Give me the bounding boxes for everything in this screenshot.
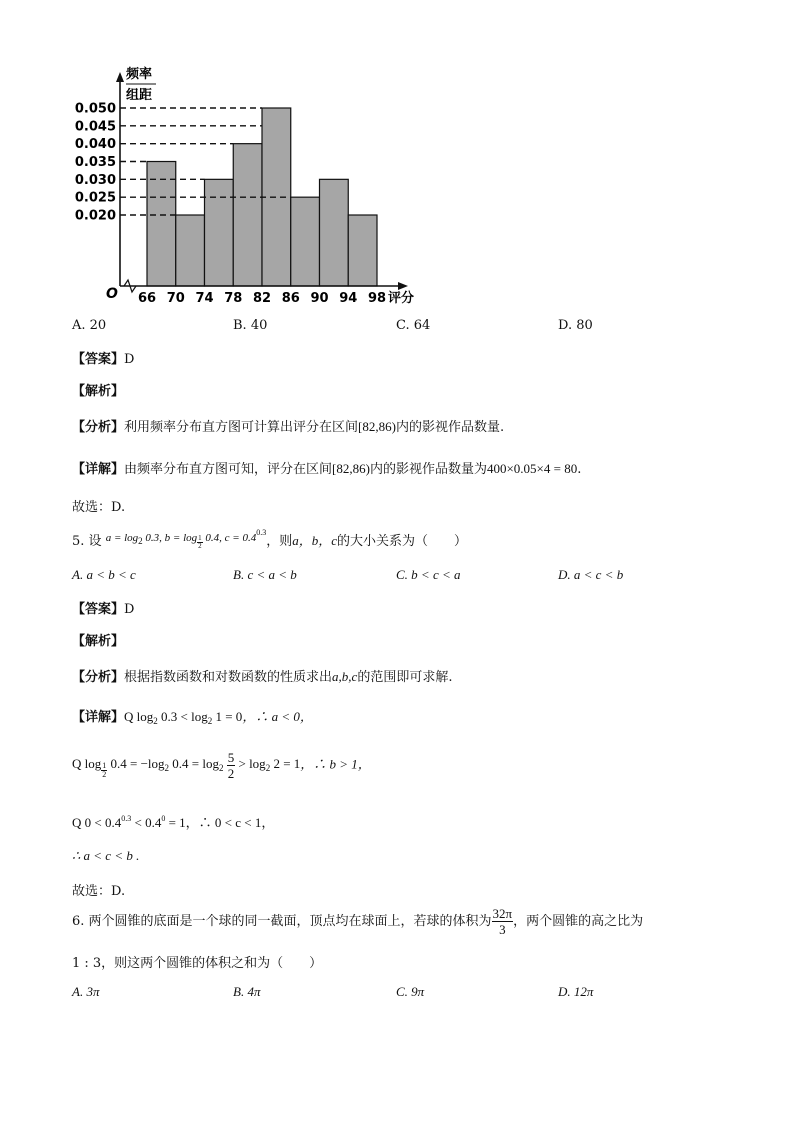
q5-xiangjie-line1	[72, 706, 313, 726]
q5-stem-end: 的大小关系为（ ）	[337, 534, 468, 549]
y-tick-label: 0.020	[74, 208, 116, 224]
conclusion-3: ，∴ 0 < c < 1，	[185, 815, 275, 830]
q6-stem-line2: 1 : 3，则这两个圆锥的体积之和为（ ）	[72, 956, 323, 971]
x-tick-label: 86	[281, 291, 300, 306]
y-tick-label: 0.030	[74, 172, 116, 188]
x-tick-label: 78	[224, 291, 243, 306]
q5-choice: 故选：D.	[72, 884, 126, 899]
conclusion-1: ，∴ a < 0，	[242, 709, 313, 724]
q4-option-d[interactable]: D. 80	[558, 318, 593, 333]
q5-stem	[72, 528, 467, 550]
y-axis-label-top: 频率	[126, 67, 153, 82]
q5-option-d[interactable]: D. a < c < b	[558, 567, 624, 582]
q6-stem-text-2: ，两个圆锥的高之比为	[513, 914, 644, 929]
derivation-3: Q $0 < 0.4^{0.3} < 0.4^0 = 1$	[72, 814, 186, 830]
q6-option-b[interactable]: B. 4π	[233, 984, 261, 999]
xiangjie-tag: 【详解】	[72, 710, 125, 725]
q5-vars: a，b，c	[292, 533, 338, 548]
q6-option-d[interactable]: D. 12π	[558, 984, 594, 999]
q6-option-c[interactable]: C. 9π	[396, 984, 425, 999]
interval: [82,86)	[358, 419, 396, 434]
xiangjie-text: 由频率分布直方图可知，评分在区间	[124, 462, 333, 477]
conclusion-2: ，∴ b > 1，	[300, 756, 371, 772]
q5-option-a[interactable]: A. a < b < c	[72, 567, 136, 582]
derivation-2: Q log $\frac{1}{2}$ $0.4 = -\log_2$ $0.4 = \log_2$ $\frac{5}{2}$ > $\log_2 2 = 1$	[72, 750, 301, 781]
q5-stem-prefix: 5. 设	[72, 534, 102, 549]
q5-definitions: a = log2 0.3, b = log 1 2 0.4, c = 0.40.3	[105, 528, 267, 550]
q5-stem-suffix: ，则	[266, 534, 293, 549]
q5-fenxi-line	[72, 666, 452, 685]
y-tick-label: 0.035	[74, 155, 116, 170]
x-axis-label: 评分	[388, 291, 415, 306]
y-tick-label: 0.025	[74, 190, 116, 206]
fenxi-text: 根据指数函数和对数函数的性质求出	[124, 670, 333, 685]
fenxi-tag: 【分析】	[72, 420, 125, 435]
origin-label: O	[106, 286, 118, 302]
q5-xiangjie-line2	[72, 750, 371, 781]
y-axis-label-bottom: 组距	[126, 88, 153, 103]
x-tick-label: 74	[195, 291, 214, 306]
xiangjie-text-mid: 内的影视作品数量为	[369, 462, 487, 477]
q4-option-a[interactable]: A. 20	[72, 318, 107, 333]
x-tick-label: 90	[310, 291, 329, 306]
formula: 400×0.05×4 = 80	[486, 461, 578, 476]
sphere-volume: $\frac{32\pi}{3}$	[492, 906, 513, 937]
histogram-bar-82-86	[262, 108, 291, 286]
y-tick-label: 0.045	[74, 119, 116, 135]
histogram-bar-66-70	[147, 162, 176, 287]
fenxi-text: 利用频率分布直方图可计算出评分在区间	[124, 420, 359, 435]
x-tick-label: 98	[367, 291, 387, 306]
x-tick-label: 70	[166, 291, 185, 306]
y-tick-label: 0.050	[74, 101, 116, 117]
q5-option-b[interactable]: B. c < a < b	[233, 567, 297, 582]
q5-xiangjie-line4: ∴ a < c < b .	[72, 848, 140, 863]
derivation-1: Q $\log_2 0.3 < \log_2 1 = 0$	[124, 709, 243, 726]
y-axis-arrow	[116, 72, 124, 82]
q5-option-c[interactable]: C. b < c < a	[396, 567, 461, 582]
q4-xiangjie-line	[72, 458, 581, 477]
xiangjie-end: .	[577, 462, 582, 477]
fenxi-text-end: 的范围即可求解.	[357, 670, 453, 685]
q5-answer-line	[72, 598, 134, 617]
q6-stem-line1	[72, 906, 643, 937]
q4-option-c[interactable]: C. 64	[396, 318, 431, 333]
histogram-bar-86-90	[291, 197, 320, 286]
histogram-bar-94-98	[348, 215, 377, 286]
answer-tag: 【答案】	[72, 352, 125, 367]
interval: [82,86)	[332, 461, 370, 476]
x-tick-label: 82	[252, 291, 272, 306]
histogram-bar-90-94	[320, 179, 349, 286]
x-tick-label: 94	[339, 291, 358, 306]
fenxi-text-end: 内的影视作品数量.	[395, 420, 505, 435]
fenxi-tag: 【分析】	[72, 670, 125, 685]
q6-stem-text: 6. 两个圆锥的底面是一个球的同一截面，顶点均在球面上，若球的体积为	[72, 914, 492, 929]
q4-answer-line	[72, 348, 134, 367]
histogram-bar-78-82	[233, 144, 262, 286]
x-tick-label: 66	[137, 291, 157, 306]
answer-value: D	[124, 352, 135, 367]
q5-xiangjie-line3	[72, 812, 274, 831]
q5-analysis-tag: 【解析】	[72, 634, 125, 649]
histogram-bar-74-78	[205, 179, 234, 286]
xiangjie-tag: 【详解】	[72, 462, 125, 477]
answer-tag: 【答案】	[72, 602, 125, 617]
q4-choice: 故选：D.	[72, 500, 126, 515]
answer-value: D	[124, 602, 135, 617]
q6-option-a[interactable]: A. 3π	[72, 984, 100, 999]
q4-analysis-tag: 【解析】	[72, 384, 125, 399]
x-axis-arrow	[398, 282, 408, 290]
histogram-bar-70-74	[176, 215, 205, 286]
y-tick-label: 0.040	[74, 137, 116, 153]
fenxi-vars: a,b,c	[332, 669, 358, 684]
frequency-histogram	[0, 0, 794, 320]
q4-option-b[interactable]: B. 40	[233, 318, 268, 333]
q4-fenxi-line	[72, 416, 504, 435]
